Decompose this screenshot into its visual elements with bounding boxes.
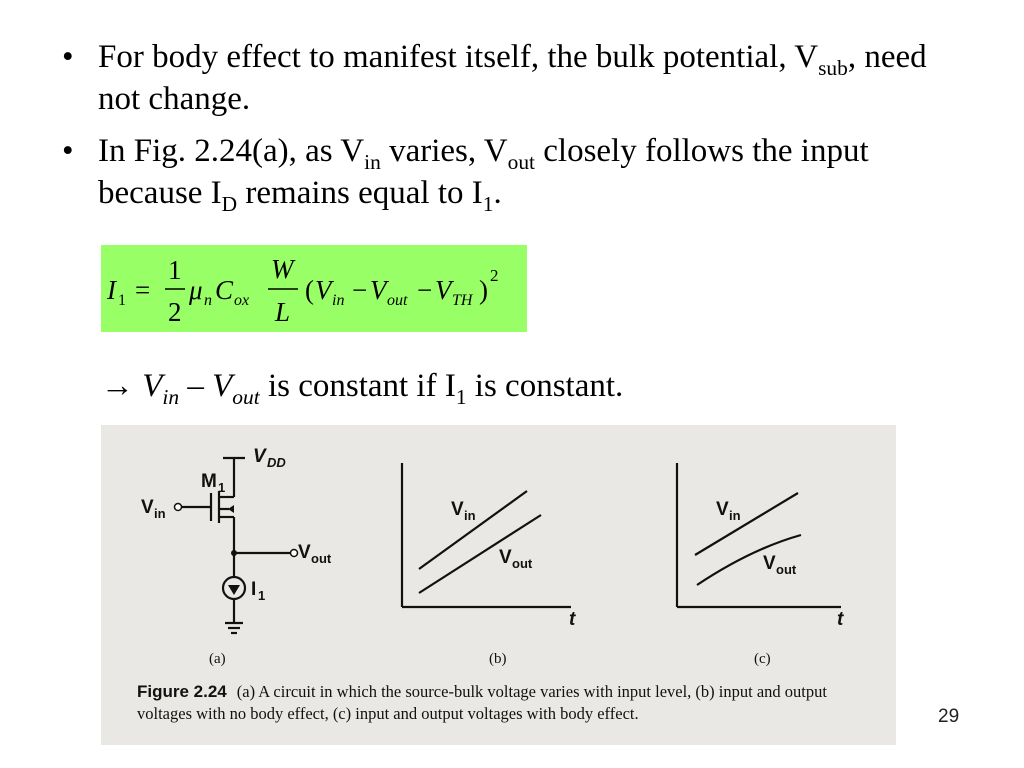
subfigure-labels bbox=[209, 651, 771, 667]
bullet-item-body-effect: • For body effect to manifest itself, the bulk potential, $V_{sub}$, need not change. bbox=[62, 36, 962, 120]
bullet-dot: • bbox=[62, 133, 74, 169]
formula-mu: μ bbox=[189, 275, 203, 305]
vout-terminal bbox=[291, 550, 298, 557]
formula-mu-sub: n bbox=[204, 292, 212, 309]
formula-vout: V bbox=[370, 275, 387, 305]
formula-svg bbox=[101, 245, 527, 332]
vout-label-sub: out bbox=[311, 551, 332, 566]
output-node-dot bbox=[231, 550, 237, 556]
formula-denominator: 2 bbox=[168, 297, 182, 327]
plot-b-labels bbox=[451, 499, 576, 630]
formula-c: C bbox=[215, 275, 234, 305]
figure-2-24 bbox=[101, 425, 896, 745]
current-arrow-icon bbox=[228, 585, 240, 595]
formula-open-paren: ( bbox=[305, 275, 314, 305]
formula-vin: V bbox=[315, 275, 332, 305]
figure-caption-text: (a) A circuit in which the source-bulk voltage varies with input level, (b) input and output voltages with no body effect, (c) input and output voltages with body effect. bbox=[137, 682, 827, 723]
subfig-c-label: (c) bbox=[754, 651, 771, 667]
subfig-a-label: (a) bbox=[209, 651, 226, 667]
plot-c-labels bbox=[716, 499, 844, 630]
plot-b-vout-label: V bbox=[499, 547, 512, 568]
plot-b-t-label: t bbox=[569, 609, 576, 630]
page-number: 29 bbox=[938, 706, 960, 727]
subfig-b-label: (b) bbox=[489, 651, 507, 667]
vin-label: V bbox=[141, 497, 154, 518]
figure-caption bbox=[137, 681, 877, 725]
plot-b-vin-label-sub: in bbox=[464, 508, 476, 523]
formula-l: L bbox=[275, 297, 291, 327]
formula-vth: V bbox=[435, 275, 452, 305]
formula-minus-1: − bbox=[352, 275, 368, 305]
formula-exponent: 2 bbox=[490, 266, 499, 285]
bullet-dot: • bbox=[62, 39, 74, 75]
bulk-arrow-icon bbox=[228, 505, 234, 513]
formula-c-sub: ox bbox=[234, 292, 250, 309]
formula-w: W bbox=[271, 254, 294, 284]
right-arrow-icon: → bbox=[101, 368, 134, 404]
plot-b bbox=[402, 463, 571, 607]
vdd-label-sub: DD bbox=[267, 455, 286, 470]
i1-label: I bbox=[251, 579, 257, 600]
bullet-item-fig-224: • In Fig. 2.24(a), as $V_{in}$ varies, $V_{out}$ closely follows the input because $I_D$ remains equal to $I_1$. bbox=[62, 130, 962, 214]
plot-c-vout-label-sub: out bbox=[776, 562, 797, 577]
plot-b-vin-label: V bbox=[451, 499, 464, 520]
formula-minus-2: − bbox=[417, 275, 433, 305]
formula-numerator: 1 bbox=[168, 255, 182, 285]
i1-label-sub: 1 bbox=[258, 588, 266, 603]
plot-b-vout-label-sub: out bbox=[512, 556, 533, 571]
formula-lhs: I bbox=[107, 275, 116, 305]
drain-current-formula bbox=[101, 245, 527, 332]
vout-label: V bbox=[298, 542, 311, 563]
plot-c bbox=[677, 463, 841, 607]
formula-vout-sub: out bbox=[387, 292, 408, 309]
formula-vth-sub: TH bbox=[452, 292, 473, 309]
m1-label-sub: 1 bbox=[218, 480, 226, 495]
formula-vin-sub: in bbox=[332, 292, 345, 309]
plot-c-vout-label: V bbox=[763, 553, 776, 574]
formula-lhs-sub: 1 bbox=[118, 292, 126, 309]
plot-c-vin-line bbox=[695, 493, 798, 555]
bullet-list bbox=[62, 36, 962, 224]
vin-label-sub: in bbox=[154, 506, 166, 521]
source-follower-circuit bbox=[181, 458, 291, 633]
plot-c-vin-label-sub: in bbox=[729, 508, 741, 523]
m1-label: M bbox=[201, 471, 217, 492]
figure-caption-title: Figure 2.24 bbox=[137, 682, 227, 701]
plot-b-vout-line bbox=[419, 515, 541, 593]
plot-c-vin-label: V bbox=[716, 499, 729, 520]
circuit-labels bbox=[141, 446, 332, 603]
conclusion-line: → $V_{in} - V_{out}$ is constant if $I_1$ is constant. bbox=[101, 368, 624, 409]
plot-c-vout-curve bbox=[697, 535, 801, 585]
vdd-label: V bbox=[253, 446, 266, 467]
formula-equals: = bbox=[135, 275, 151, 305]
plot-c-t-label: t bbox=[837, 609, 844, 630]
formula-close-paren: ) bbox=[479, 275, 488, 305]
vin-terminal bbox=[175, 504, 182, 511]
